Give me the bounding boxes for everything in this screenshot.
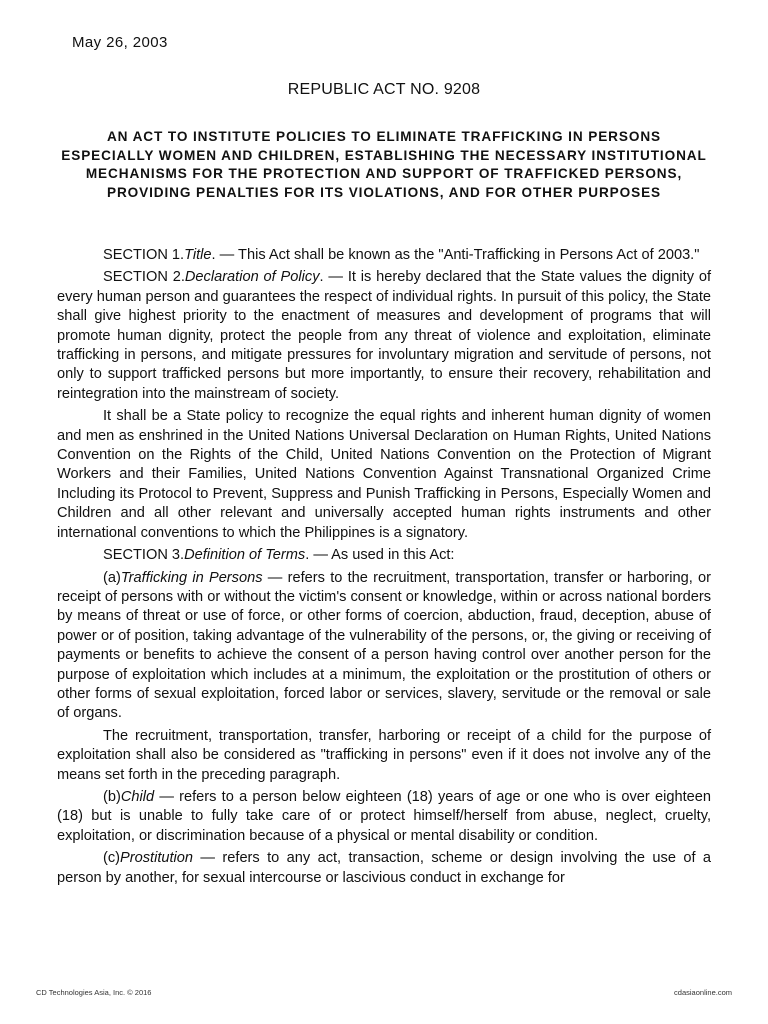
section-3-lead: SECTION 3.	[103, 547, 185, 564]
act-number: REPUBLIC ACT NO. 9208	[287, 81, 481, 98]
definition-a-lead: (a)	[103, 569, 121, 586]
section-2-paragraph	[57, 268, 711, 404]
definition-a-child-paragraph: The recruitment, transportation, transfer, harboring or receipt of a child for the purpose of exploitation shall also be considered as "trafficking in persons" even if it does not involve any of the means set forth in the preceding paragraph.	[57, 727, 711, 783]
section-1-paragraph	[57, 246, 711, 265]
definition-c-text: — refers to any act, transaction, scheme or design involving the use of a person by another, for sexual intercourse or lascivious conduct in exchange for	[57, 850, 711, 886]
section-2-heading: Declaration of Policy	[184, 269, 320, 286]
definition-c-lead: (c)	[103, 850, 121, 867]
section-2-lead: SECTION 2.	[103, 269, 185, 286]
section-1-heading: Title	[184, 247, 212, 263]
definition-b-heading: Child	[120, 788, 155, 805]
definition-b-text: — refers to a person below eighteen (18) years of age or one who is over eighteen (18) but is unable to fully take care of or protect himself/herself from abuse, neglect, cruelty, exploitation, or discrimination because of a physical or mental disability or condition.	[57, 788, 711, 844]
section-2-text: . — It is hereby declared that the State values the dignity of every human person and guarantees the respect of individual rights. In pursuit of this policy, the State shall give highest priority to the enactment of measures and development of programs that will promote human dignity, protect the people from any threat of violence and exploitation, eliminate trafficking in persons, and mitigate pressures for involuntary migration and servitude of persons, not only to support trafficked persons but more importantly, to ensure their recovery, rehabilitation and reintegration into the mainstream of society.	[57, 269, 712, 402]
definition-c-heading: Prostitution	[120, 850, 194, 867]
definition-c-paragraph	[57, 849, 711, 888]
section-1-lead: SECTION 1.	[103, 247, 185, 263]
section-3-text: . — As used in this Act:	[305, 547, 455, 564]
document-body	[57, 246, 711, 891]
document-date: May 26, 2003	[72, 34, 168, 51]
section-3-heading: Definition of Terms	[184, 547, 306, 564]
definition-a-paragraph	[57, 569, 711, 724]
act-title: AN ACT TO INSTITUTE POLICIES TO ELIMINATE TRAFFICKING IN PERSONS ESPECIALLY WOMEN AND CHILDREN, ESTABLISHING THE NECESSARY INSTITUTIONAL MECHANISMS FOR THE PROTECTION AND SUPPORT OF TRAFFICKED PERSONS, PROVIDING PENALTIES FOR ITS VIOLATIONS, AND FOR OTHER PURPOSES	[61, 129, 707, 200]
section-1-text: . — This Act shall be known as the "Anti-Trafficking in Persons Act of 2003."	[211, 247, 700, 263]
footer-website: cdasiaonline.com	[674, 988, 732, 997]
definition-a-text: — refers to the recruitment, transportation, transfer or harboring, or receipt of persons with or without the victim's consent or knowledge, within or across national borders by means of threat or use of force, or other forms of coercion, abduction, fraud, deception, abuse of power or of position, taking advantage of the vulnerability of the persons, or, the giving or receiving of payments or benefits to achieve the consent of a person having control over another person for the purpose of exploitation which includes at a minimum, the exploitation or the prostitution of others or other forms of sexual exploitation, forced labor or services, slavery, servitude or the removal or sale of organs.	[57, 569, 711, 722]
section-3-paragraph	[57, 546, 711, 565]
definition-b-paragraph	[57, 788, 711, 846]
section-2-policy-paragraph: It shall be a State policy to recognize the equal rights and inherent human dignity of women and men as enshrined in the United Nations Universal Declaration on Human Rights, United Nations Convention on the Rights of the Child, United Nations Convention on the Protection of Migrant Workers and their Families, United Nations Convention Against Transnational Organized Crime Including its Protocol to Prevent, Suppress and Punish Trafficking in Persons, Especially Women and Children and all other relevant and universally accepted human rights instruments and other international conventions to which the Philippines is a signatory.	[57, 408, 711, 541]
definition-b-lead: (b)	[103, 788, 121, 805]
definition-a-heading: Trafficking in Persons	[120, 569, 263, 586]
footer-copyright: CD Technologies Asia, Inc. © 2016	[36, 988, 152, 997]
